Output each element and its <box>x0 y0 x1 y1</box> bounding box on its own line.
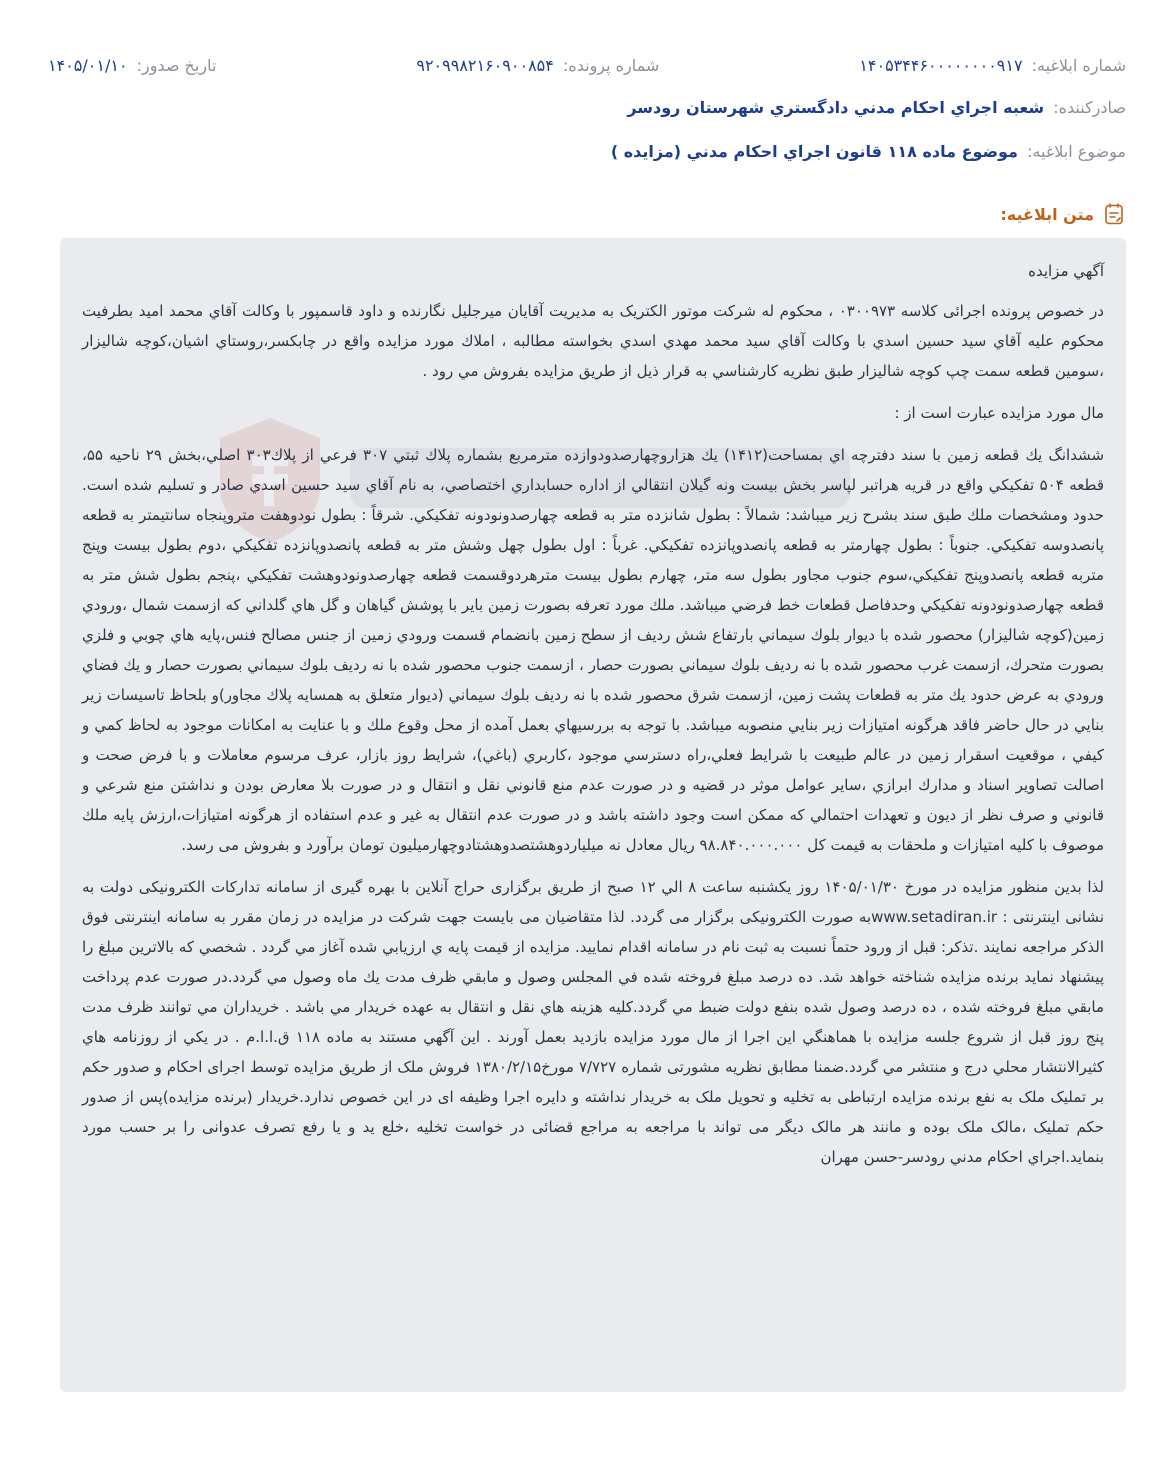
issuer-value: شعبه اجراي احكام مدني دادگستري شهرستان رودسر <box>627 98 1045 117</box>
subject-row <box>48 142 1126 161</box>
notice-title: آگهي مزايده <box>1028 262 1104 280</box>
case-number-value: ۹۲۰۹۹۸۲۱۶۰۹۰۰۸۵۴ <box>416 56 554 75</box>
document-text-icon <box>1102 202 1126 226</box>
notice-meta-row <box>48 56 1126 84</box>
case-number-label: شماره پرونده: <box>562 56 660 75</box>
issue-date-value: ۱۴۰۵/۰۱/۱۰ <box>48 56 128 75</box>
notice-body-panel <box>60 238 1126 1392</box>
notice-paragraph-3: ششدانگ يك قطعه زمين با سند دفترچه اي بمساحت(۱۴۱۲) يك هزاروچهارصدودوازده مترمربع بشماره پلاك ثبتي ۳۰۷ فرعي از پلاك۳۰۳ اصلي،بخش ۲۹ ناحيه ۵۵، قطعه ۵۰۴ تفكيكي واقع در قريه هراتبر لپاسر بخش بيست ونه گيلان انتقالي از اداره حسابداري اختصاصي، به نام آقاي سيد حسين اسدي صادر و تسليم شده است. حدود ومشخصات ملك طبق سند بشرح زير ميباشد: شمالاً : بطول شانزده متر به قطعه چهارصدونودونه تفكيكي. شرقاً : بطول نودوهفت متروپنجاه سانتيمتر به قطعه پانصدوسه تفكيكي. جنوباً : بطول چهارمتر به قطعه پانصدوپانزده تفكيكي. غرباً : اول بطول چهل وشش متر به قطعه پانصدوپانزده تفكيكي ،دوم بطول بيست وپنج متربه قطعه پانصدوپنج تفكيكي،سوم جنوب مجاور بطول سه متر، چهارم بطول بيست مترهردوقسمت قطعه چهارصدونودوهشت تفكيكي ،پنجم بطول شش متر به قطعه چهارصدونودونه تفكيكي وحدفاصل قطعات خط فرضي ميباشد. ملك مورد تعرفه بصورت زمين باير با پوشش گياهان و گل هاي گلداني كه ازسمت شمال ،ورودي زمين(كوچه شاليزار) محصور شده با ديوار بلوك سيماني بارتفاع شش رديف از سطح زمين بانضمام قسمت ورودي زمين از جنس مصالح فنس،پايه هاي چوبي و فلزي بصورت متحرك، ازسمت غرب محصور شده با نه رديف بلوك سيماني بصورت حصار ، ازسمت جنوب محصور شده با نه رديف بلوك سيماني بصورت حصار و يك فضاي ورودي به عرض حدود يك متر به قطعات پشت زمين، ازسمت شرق محصور شده با نه رديف بلوك سيماني (ديوار متعلق به همسايه پلاك مجاور)و بلحاظ تاسيسات زير بنايي در حال حاضر فاقد هرگونه امتيازات زير بنايي منصوبه ميباشد. با توجه به بررسيهاي بعمل آمده از محل وقوع ملك و با عنايت به امكانات موجود به لحاظ كمي و كيفي ، موقعيت اسقرار زمين در عالم طبيعت با شرايط فعلي،راه دسترسي موجود ،كاربري (باغي)، شرايط روز بازار، عرف مرسوم معاملات و با فرض صحت و اصالت تصاوير اسناد و مدارك ابرازي ،ساير عوامل موثر در قضيه و در صورت عدم منع قانوني نقل و انتقال و در صورت بلا معارض بودن و نداشتن منع شرعي و قانوني و صرف نظر از ديون و تعهدات احتمالي كه ممكن است وجود داشته باشد و در صورت عدم انتقال به غير و عدم استفاده از هرگونه امتيازات،ارزش پايه ملك موصوف با كليه امتيازات و ملحقات به قيمت كل ۹۸.۸۴۰.۰۰۰.۰۰۰ ريال معادل نه ميلياردوهشتصدوهشتادوچهارميليون تومان برآورد و بفروش می رسد. <box>82 446 1105 854</box>
notice-number-label: شماره ابلاغيه: <box>1031 56 1126 75</box>
notice-paragraph-2: مال مورد مزايده عبارت است از : <box>894 404 1104 422</box>
issuer-row <box>48 98 1126 117</box>
notice-number <box>859 56 1126 84</box>
issue-date <box>48 56 216 84</box>
issue-date-label: تاریخ صدور: <box>136 56 217 75</box>
case-number <box>416 56 659 84</box>
notice-number-value: ۱۴۰۵۳۴۴۶۰۰۰۰۰۰۰۰۹۱۷ <box>859 56 1023 75</box>
notice-paragraph-1: در خصوص پرونده اجرائی کلاسه ۰۳۰۰۹۷۳ ، محکوم له شرکت موتور الکتریک به مدیریت آقایان میرجلیل نگارنده و داود قاسمپور با وكالت آقاي محمد اميد بطرفيت محكوم عليه آقاي سيد حسين اسدي با وكالت آقاي سيد محمد مهدي اسدي بخواسته مطالبه ، املاك مورد مزايده واقع در چابكسر،روستاي اشيان،كوچه شاليزار ،سومين قطعه سمت چپ كوچه شاليزار طبق نظريه كارشناسي به قرار ذيل از طريق مزايده بفروش مي رود . <box>82 302 1104 380</box>
subject-label: موضوع ابلاغیه: <box>1027 142 1126 161</box>
issuer-label: صادرکننده: <box>1053 98 1126 117</box>
notice-body-heading <box>1000 202 1126 226</box>
notice-paragraph-4: لذا بدین منظور مزایده در مورخ ۱۴۰۵/۰۱/۳۰ روز یکشنبه ساعت ۸ الي ۱۲ صبح از طریق برگزاری حراج آنلاین با بهره گیری از سامانه تدارکات الکترونیکی دولت به نشانی اینترنتی : www.setadiran.irبه صورت الکترونیکی برگزار می گردد. لذا متقاضیان می بایست جهت شرکت در مزایده در زمان مقرر به سامانه اینترنتی فوق الذکر مراجعه نمایند .تذکر: قبل از ورود حتماً نسبت به ثبت نام در سامانه اقدام نمایید. مزايده از قيمت پايه ي ارزيابي شده آغاز مي گردد . شخصي كه بالاترين مبلغ را پيشنهاد نمايد برنده مزايده شناخته خواهد شد. ده درصد مبلغ فروخته شده في المجلس وصول و مابقي ظرف مدت يك ماه وصول مي گردد.در صورت عدم پرداخت مابقي مبلغ فروخته شده ، ده درصد وصول شده بنفع دولت ضبط مي گردد.كليه هزينه هاي نقل و انتقال به عهده خريدار مي باشد . خريداران مي توانند ظرف مدت پنج روز قبل از شروع جلسه مزايده با هماهنگي اين اجرا از مال مورد مزايده بازديد بعمل آورند . اين آگهي مستند به ماده ۱۱۸ ق.ا.ا.م . در يكي از روزنامه هاي كثيرالانتشار محلي درج و منتشر مي گردد.ضمنا مطابق نظریه مشورتی شماره ۷/۷۲۷ مورخ۱۳۸۰/۲/۱۵ فروش ملک از طریق مزایده توسط اجرای احکام و صدور حکم بر تملیک ملک به نفع برنده مزایده ارتباطی به تخلیه و تحویل ملک به خریدار نداشته و دایره اجرا وظیفه ای در این خصوص ندارد.خریدار (برنده مزایده)پس از صدور حکم تملیک ،مالک ملک بوده و مانند هر مالک دیگر می تواند با مراجعه به مراجع قضائی در خواست تخلیه ،خلع ید و یا رفع تصرف عدوانی را بر حسب مورد بنماید.اجراي احكام مدني رودسر-حسن مهران <box>82 878 1105 1166</box>
notice-body-heading-text: متن ابلاغیه: <box>1000 204 1094 224</box>
subject-value: موضوع ماده ۱۱۸ قانون اجراي احكام مدني (مزايده ) <box>610 142 1018 161</box>
